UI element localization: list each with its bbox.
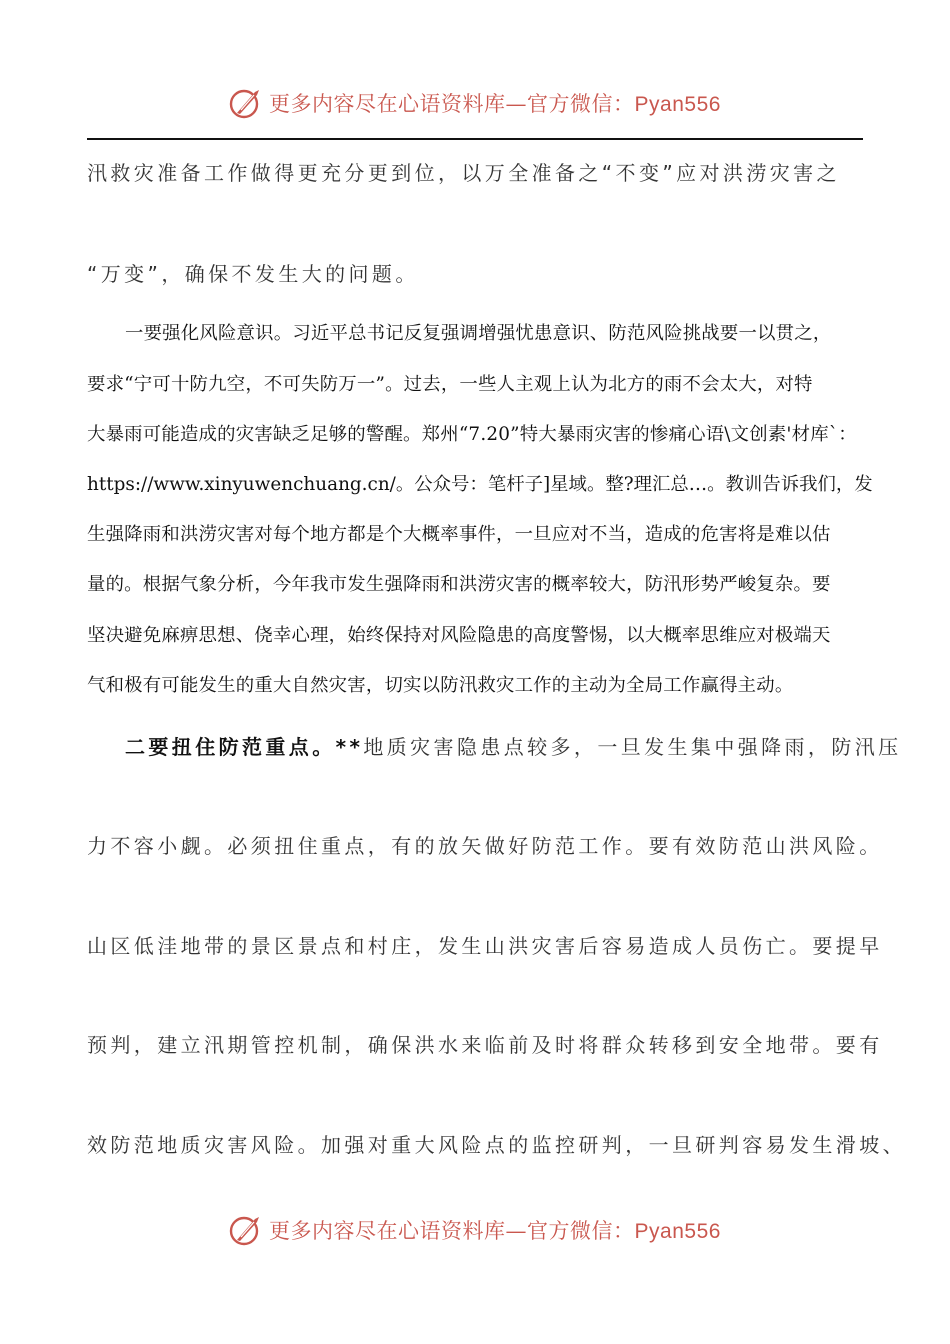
para2-line-3: 山区低洼地带的景区景点和村庄，发生山洪灾害后容易造成人员伤亡。要提早 — [87, 934, 883, 958]
footer-banner-text — [269, 1215, 721, 1245]
header-banner-wechat: 官方微信： — [527, 92, 635, 116]
footer-banner-id: Pyan556 — [634, 1220, 721, 1243]
header-rule — [87, 138, 863, 140]
para1-line-4: https://www.xinyuwenchuang.cn/。公众号：笔杆子]星域。整?理汇总…。教训告诉我们，发 — [87, 474, 873, 495]
header-banner-title: 更多内容尽在心语资料库 — [269, 92, 506, 116]
header-banner-id: Pyan556 — [634, 93, 721, 116]
quill-logo-icon — [229, 1213, 263, 1247]
para1-line-3: 大暴雨可能造成的灾害缺乏足够的警醒。郑州“7.20”特大暴雨灾害的惨痛心语\文创素'材库`： — [87, 424, 857, 445]
header-banner-dash: — — [505, 92, 528, 116]
footer-banner-wechat: 官方微信： — [527, 1219, 635, 1243]
para1-line-8: 气和极有可能发生的重大自然灾害，切实以防汛救灾工作的主动为全局工作赢得主动。 — [87, 675, 794, 696]
body-line-2: “万变”，确保不发生大的问题。 — [87, 262, 419, 286]
quill-logo-icon — [229, 86, 263, 120]
para1-line-1: 一要强化风险意识。习近平总书记反复强调增强忧患意识、防范风险挑战要一以贯之， — [125, 323, 832, 344]
para1-line-5: 生强降雨和洪涝灾害对每个地方都是个大概率事件，一旦应对不当，造成的危害将是难以估 — [87, 524, 831, 545]
para2-line-1 — [125, 731, 902, 760]
header-banner — [0, 85, 950, 121]
para1-line-6: 量的。根据气象分析，今年我市发生强降雨和洪涝灾害的概率较大，防汛形势严峻复杂。要 — [87, 574, 831, 595]
para2-heading: 二要扭住防范重点。** — [125, 735, 364, 759]
footer-banner — [0, 1212, 950, 1248]
para1-line-2: 要求“宁可十防九空，不可失防万一”。过去，一些人主观上认为北方的雨不会太大，对特 — [87, 374, 813, 395]
footer-banner-dash: — — [505, 1219, 528, 1243]
para1-line-7: 坚决避免麻痹思想、侥幸心理，始终保持对风险隐患的高度警惕，以大概率思维应对极端天 — [87, 625, 831, 646]
para2-line-4: 预判，建立汛期管控机制，确保洪水来临前及时将群众转移到安全地带。要有 — [87, 1033, 883, 1057]
body-line-1: 汛救灾准备工作做得更充分更到位，以万全准备之“不变”应对洪涝灾害之 — [87, 161, 840, 185]
footer-banner-title: 更多内容尽在心语资料库 — [269, 1219, 506, 1243]
para2-line-5: 效防范地质灾害风险。加强对重大风险点的监控研判，一旦研判容易发生滑坡、 — [87, 1133, 906, 1157]
para2-line-2: 力不容小觑。必须扭住重点，有的放矢做好防范工作。要有效防范山洪风险。 — [87, 834, 883, 858]
header-banner-text — [269, 88, 721, 118]
para2-line-1-text: 地质灾害隐患点较多，一旦发生集中强降雨，防汛压 — [363, 735, 902, 759]
